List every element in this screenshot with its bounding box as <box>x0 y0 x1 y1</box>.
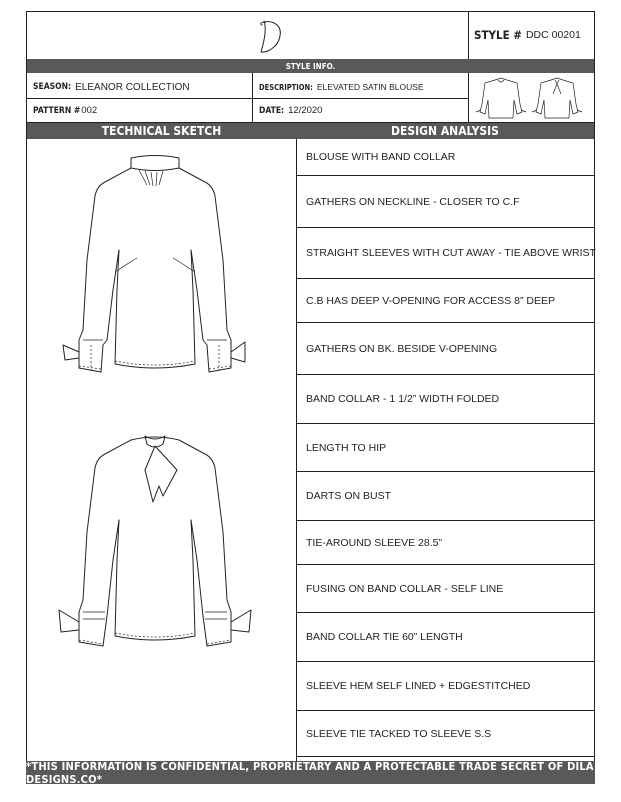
analysis-row <box>296 176 595 228</box>
analysis-text: STRAIGHT SLEEVES WITH CUT AWAY - TIE ABOVE WRIST <box>306 247 596 259</box>
logo <box>250 14 290 58</box>
front-view-sketch-icon <box>63 156 245 373</box>
analysis-row <box>296 279 595 323</box>
analysis-text: SLEEVE HEM SELF LINED + EDGESTITCHED <box>306 680 531 692</box>
analysis-text: LENGTH TO HIP <box>306 441 387 454</box>
style-info-bar <box>27 59 594 73</box>
analysis-text: TIE-AROUND SLEEVE 28.5” <box>306 536 442 549</box>
analysis-text: C.B HAS DEEP V-OPENING FOR ACCESS 8” DEEP <box>306 294 555 307</box>
analysis-row <box>296 521 595 565</box>
technical-sketch-bar <box>27 123 296 139</box>
design-analysis-bar <box>296 123 594 139</box>
logo-mark-icon <box>250 14 290 58</box>
analysis-text: BAND COLLAR - 1 1/2” WIDTH FOLDED <box>306 393 500 405</box>
analysis-row <box>296 375 595 424</box>
style-number-label: STYLE # <box>474 28 522 42</box>
analysis-row <box>296 228 595 279</box>
technical-sketch-drawing <box>27 140 295 760</box>
analysis-row <box>296 472 595 521</box>
design-analysis-title: DESIGN ANALYSIS <box>391 124 499 138</box>
style-number <box>474 24 581 46</box>
pattern-label: PATTERN # <box>33 105 81 116</box>
date-value: 12/2020 <box>288 105 323 116</box>
analysis-text: SLEEVE TIE TACKED TO SLEEVE S.S <box>306 727 492 740</box>
style-info-label: STYLE INFO. <box>285 61 336 71</box>
footer-text: *THIS INFORMATION IS CONFIDENTIAL, PROPRIETARY AND A PROTECTABLE TRADE SECRET OF DILA DESIGNS.CO* <box>26 759 594 786</box>
blouse-thumbnail-icon <box>473 74 591 120</box>
season-field <box>33 77 190 97</box>
analysis-row <box>296 662 595 711</box>
back-view-sketch-icon <box>59 436 251 646</box>
analysis-row <box>296 613 595 662</box>
analysis-row <box>296 139 595 176</box>
pattern-value: 002 <box>81 105 98 116</box>
technical-sketch-title: TECHNICAL SKETCH <box>101 124 222 138</box>
analysis-text: BAND COLLAR TIE 60” LENGTH <box>306 631 463 643</box>
date-label: DATE: <box>259 105 285 116</box>
analysis-row <box>296 323 595 375</box>
analysis-text: DARTS ON BUST <box>306 490 391 502</box>
season-value: ELEANOR COLLECTION <box>75 81 190 93</box>
analysis-text: GATHERS ON BK. BESIDE V-OPENING <box>306 342 498 355</box>
analysis-text: GATHERS ON NECKLINE - CLOSER TO C.F <box>306 195 520 208</box>
style-number-value: DDC 00201 <box>525 29 581 41</box>
analysis-row <box>296 424 595 472</box>
description-field <box>259 77 424 97</box>
analysis-text: BLOUSE WITH BAND COLLAR <box>306 151 456 163</box>
date-field <box>259 101 322 120</box>
confidentiality-footer <box>26 761 595 784</box>
description-label: DESCRIPTION: <box>259 82 313 92</box>
analysis-text: FUSING ON BAND COLLAR - SELF LINE <box>306 582 504 595</box>
garment-thumbnails <box>473 74 591 120</box>
pattern-field <box>33 101 97 120</box>
technical-sketch-area <box>27 140 295 760</box>
season-label: SEASON: <box>33 82 72 92</box>
description-value: ELEVATED SATIN BLOUSE <box>316 82 424 92</box>
analysis-row <box>296 565 595 613</box>
analysis-row <box>296 711 595 757</box>
